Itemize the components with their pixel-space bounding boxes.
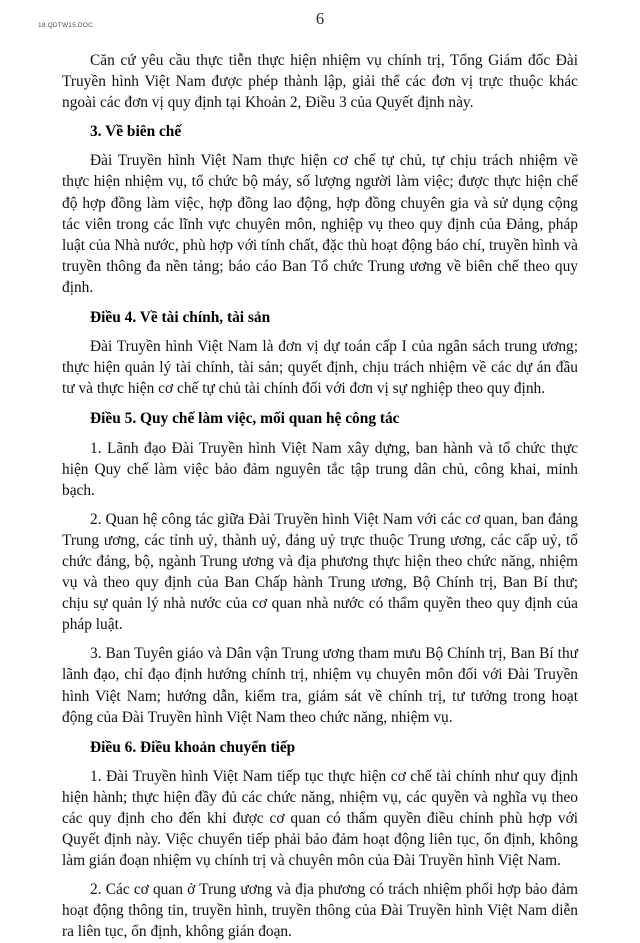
document-body	[62, 50, 578, 943]
paragraph-gap	[62, 298, 578, 307]
paragraph-dieu-4-body: Đài Truyền hình Việt Nam là đơn vị dự toán cấp I của ngân sách trung ương; thực hiện quản lý tài chính, tài sản; quyết định, chịu trách nhiệm về các dự án đầu tư và thực hiện cơ chế tự chủ tài chính đối với đơn vị sự nghiệp theo quy định.	[62, 338, 578, 398]
paragraph-dieu-5-item-1: 1. Lãnh đạo Đài Truyền hình Việt Nam xây dựng, ban hành và tổ chức thực hiện Quy chế làm việc bảo đảm nguyên tắc tập trung dân chủ, công khai, minh bạch.	[62, 439, 578, 499]
paragraph-dieu3-closing: Căn cứ yêu cầu thực tiễn thực hiện nhiệm vụ chính trị, Tổng Giám đốc Đài Truyền hình Việt Nam được phép thành lập, giải thể các đơn vị trực thuộc khác ngoài các đơn vị quy định tại Khoản 2, Điều 3 của Quyết định này.	[62, 52, 578, 112]
subheading-muc-3: 3. Về biên chế	[90, 123, 182, 141]
paragraph-gap	[62, 635, 578, 643]
running-head-filename: 18.QDTW15.DOC	[38, 22, 93, 29]
paragraph-dieu-5-item-3: 3. Ban Tuyên giáo và Dân vận Trung ương tham mưu Bộ Chính trị, Ban Bí thư lãnh đạo, chỉ đạo định hướng chính trị, nhiệm vụ chuyên môn đối với Đài Truyền hình Việt Nam; hướng dẫn, kiểm tra, giám sát về chính trị, tư tưởng trong hoạt động của Đài Truyền hình Việt Nam theo chức năng, nhiệm vụ.	[62, 645, 578, 726]
paragraph-gap	[62, 728, 578, 737]
paragraph-dieu-6-item-2: 2. Các cơ quan ở Trung ương và địa phương có trách nhiệm phối hợp bảo đảm hoạt động thông tin, truyền hình, truyền thông của Đài Truyền hình Việt Nam diễn ra liên tục, ổn định, không gián đoạn.	[62, 881, 578, 941]
paragraph-gap	[62, 328, 578, 336]
paragraph-gap	[62, 501, 578, 509]
heading-dieu-4: Điều 4. Về tài chính, tài sản	[90, 309, 271, 327]
paragraph-dieu-6-item-1: 1. Đài Truyền hình Việt Nam tiếp tục thực hiện cơ chế tài chính như quy định hiện hành; thực hiện đầy đủ các chức năng, nhiệm vụ, các quyền và nghĩa vụ theo các quy định cho đến khi được cơ quan có thẩm quyền điều chỉnh phù hợp với Quyết định này. Việc chuyển tiếp phải bảo đảm hoạt động liên tục, ổn định, không làm gián đoạn nhiệm vụ chính trị và chuyên môn của Đài Truyền hình Việt Nam.	[62, 767, 578, 870]
paragraph-gap	[62, 399, 578, 408]
paragraph-gap	[62, 430, 578, 438]
page-number: 6	[315, 9, 325, 28]
paragraph-gap	[62, 142, 578, 150]
heading-dieu-5: Điều 5. Quy chế làm việc, mối quan hệ công tác	[90, 410, 400, 428]
paragraph-dieu-5-item-2: 2. Quan hệ công tác giữa Đài Truyền hình Việt Nam với các cơ quan, ban đảng Trung ương, các tỉnh uỷ, thành uỷ, đảng uỷ trực thuộc Trung ương, các cấp uỷ, tổ chức đảng, bộ, ngành Trung ương và địa phương thực hiện theo chức năng, nhiệm vụ và theo quy định của Ban Chấp hành Trung ương, Bộ Chính trị, Ban Bí thư; chịu sự quản lý nhà nước của cơ quan nhà nước có thẩm quyền theo quy định của pháp luật.	[62, 510, 578, 634]
paragraph-gap	[62, 758, 578, 766]
paragraph-muc-3-body: Đài Truyền hình Việt Nam thực hiện cơ chế tự chủ, tự chịu trách nhiệm về thực hiện nhiệm vụ, tổ chức bộ máy, số lượng người làm việc; được thực hiện chế độ hợp đồng làm việc, hợp đồng lao động, hợp đồng chuyên gia và sử dụng cộng tác viên trong các lĩnh vực chuyên môn, nghiệp vụ theo quy định của Đảng, pháp luật của Nhà nước, phù hợp với tính chất, đặc thù hoạt động báo chí, truyền hình và truyền thông đa nền tảng; báo cáo Ban Tổ chức Trung ương về biên chế theo quy định.	[62, 152, 578, 296]
heading-dieu-6: Điều 6. Điều khoản chuyển tiếp	[90, 738, 296, 756]
paragraph-gap	[62, 113, 578, 121]
paragraph-gap	[62, 871, 578, 879]
